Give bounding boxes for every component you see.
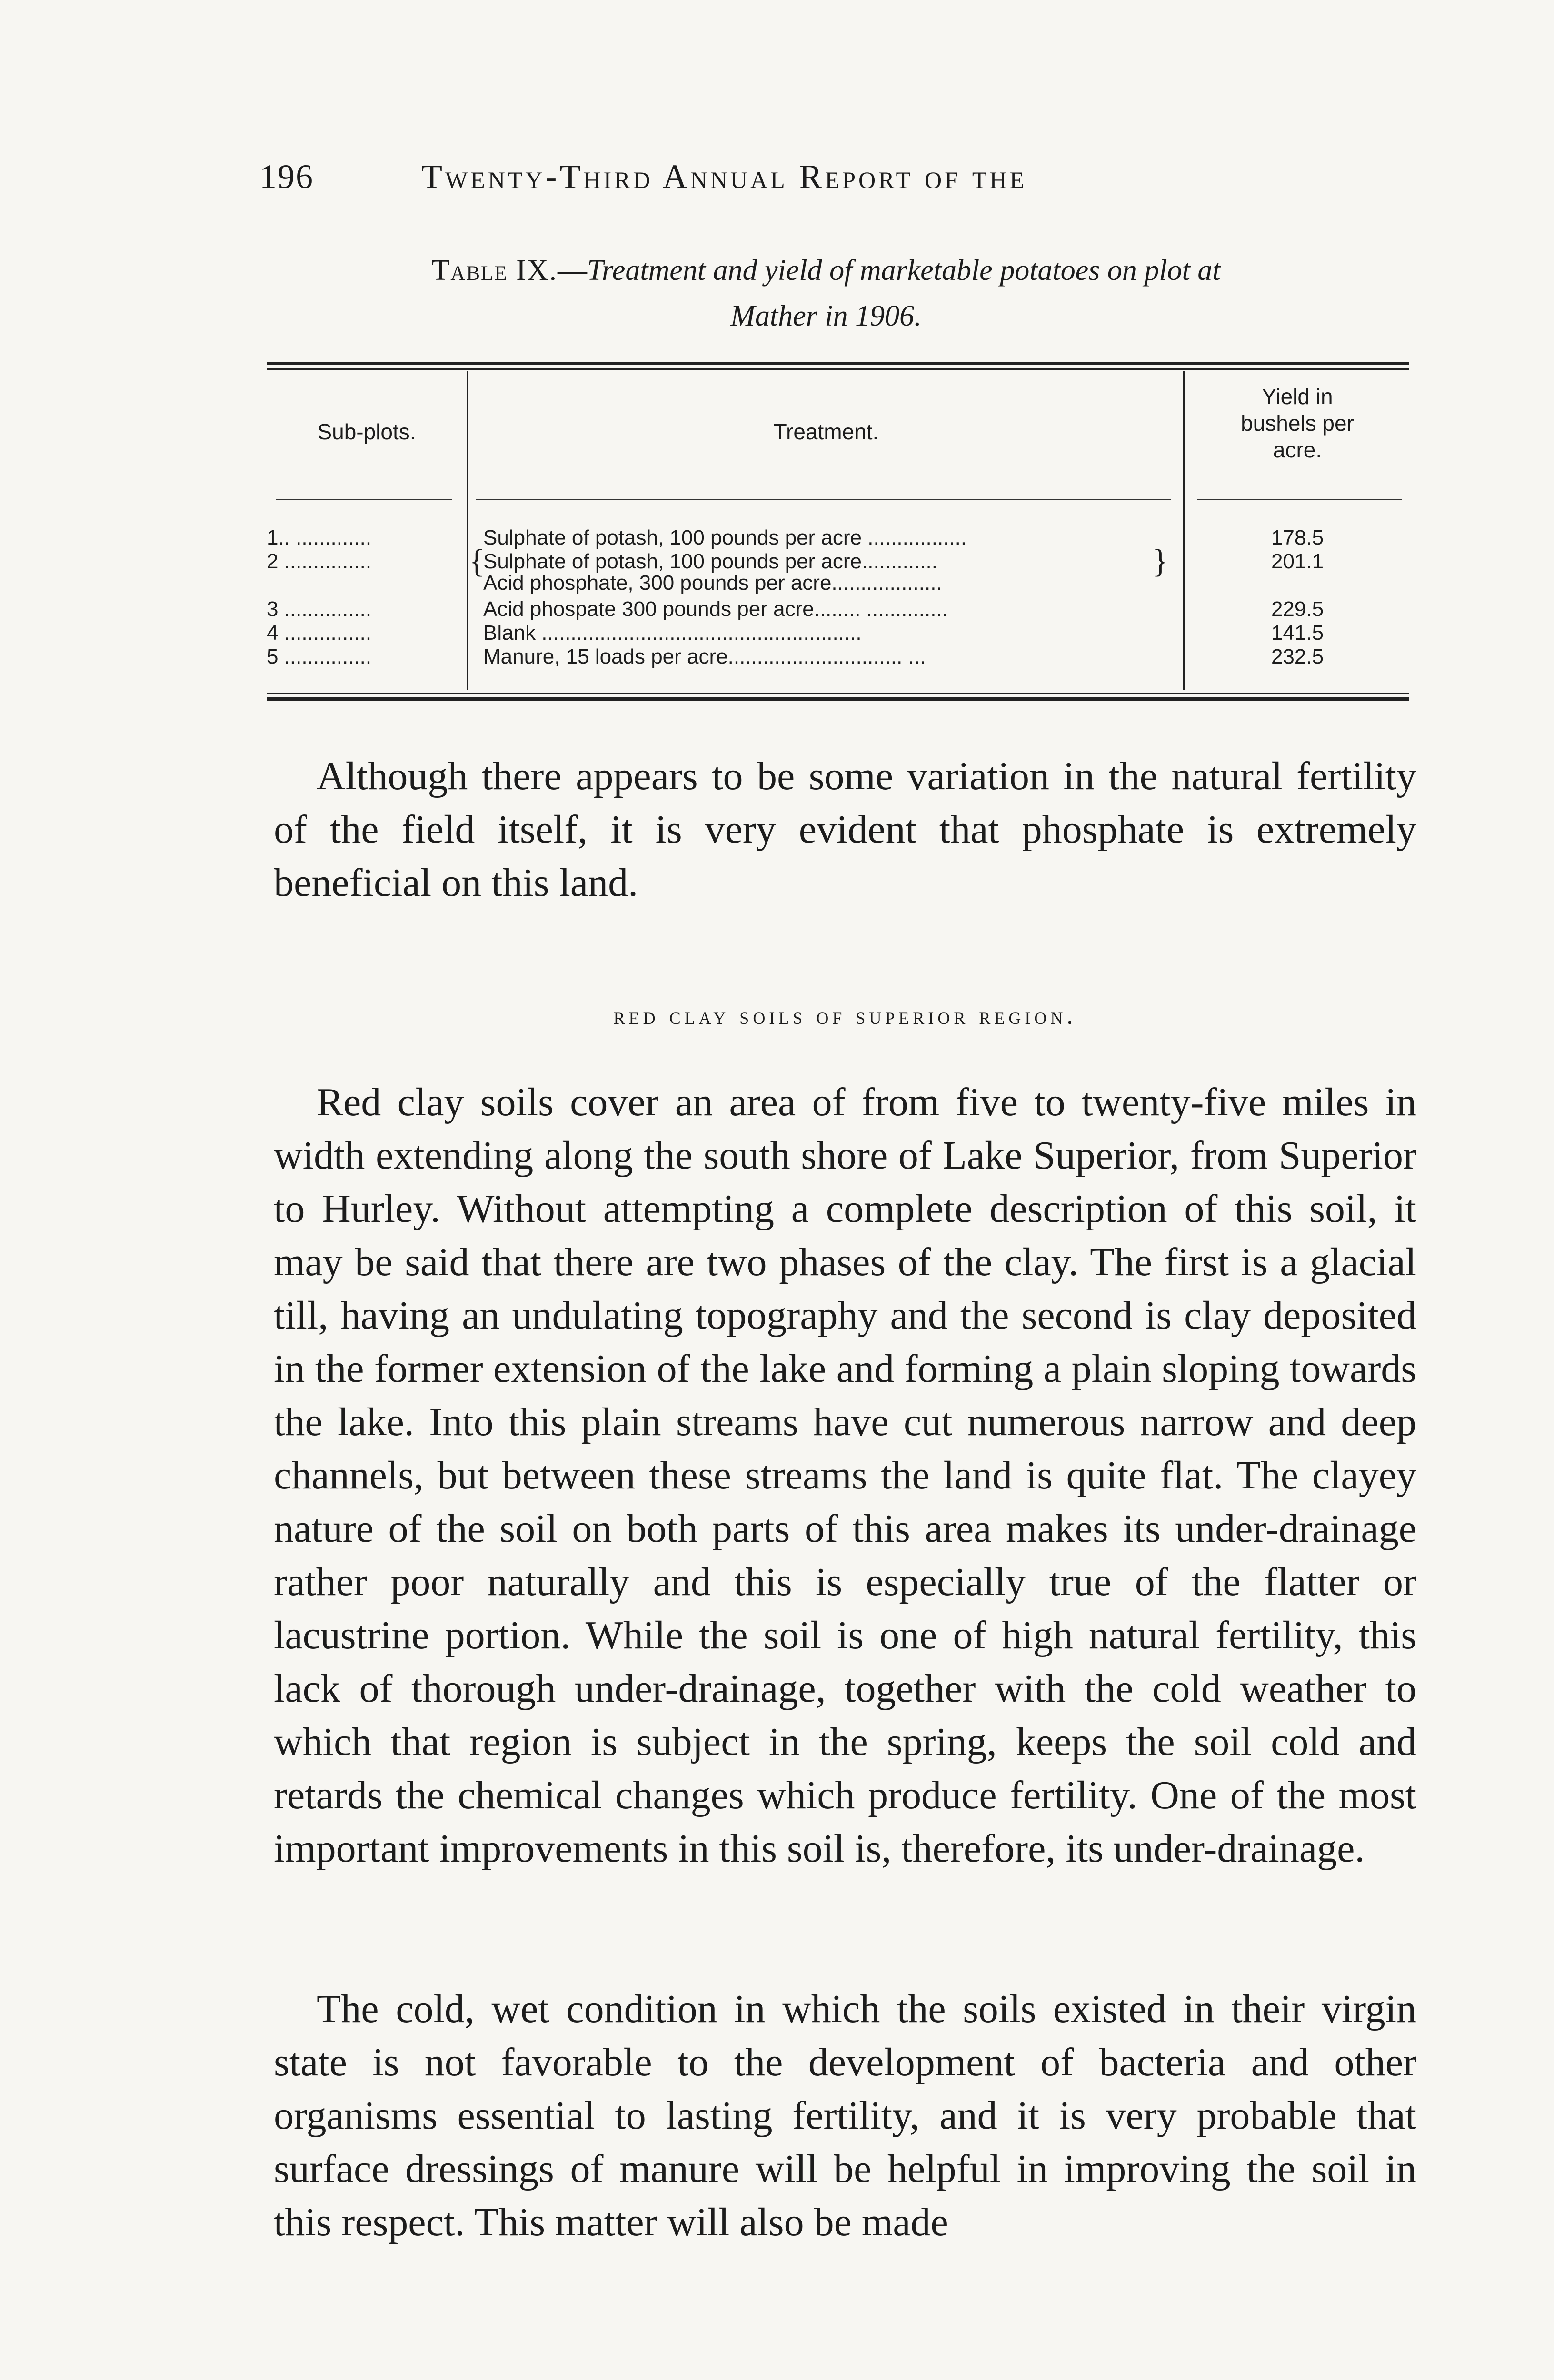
row-yield: 141.5	[1271, 621, 1324, 645]
row-yield: 201.1	[1271, 550, 1324, 573]
row-subplot: 5 ...............	[267, 645, 372, 668]
row-treatment: Sulphate of potash, 100 pounds per acre.............	[483, 550, 937, 573]
table-row	[267, 571, 1409, 595]
caption-title-line-2: Mather in 1906.	[730, 300, 922, 332]
row-treatment: Blank .......................................................	[483, 621, 862, 645]
paragraph-text: Although there appears to be some variation in the natural fertility of the field itself, it is very evident that phosphate is extremely beneficial on this land.	[274, 754, 1416, 905]
paragraph-text: The cold, wet condition in which the soils existed in their virgin state is not favorable to the development of bacteria and other organisms essential to lasting fertility, and it is very probable that surface dressings of manure will be helpful in improving the soil in this respect. This matter will also be made	[274, 1987, 1416, 2244]
paragraph-red-clay	[274, 1076, 1416, 1875]
caption-title-line-1: Treatment and yield of marketable potatoes on plot at	[587, 254, 1221, 287]
yield-table	[267, 362, 1409, 719]
row-treatment: Manure, 15 loads per acre.............................. ...	[483, 645, 926, 668]
section-heading: red clay soils of superior region.	[613, 1002, 1077, 1030]
row-subplot: 3 ...............	[267, 597, 372, 621]
header-yield-line-3: acre.	[1273, 437, 1322, 462]
row-treatment: Sulphate of potash, 100 pounds per acre .................	[483, 526, 967, 549]
table-row	[267, 645, 1409, 669]
table-row	[267, 597, 1409, 621]
row-subplot: 2 ...............	[267, 550, 372, 573]
header-yield-line-2: bushels per	[1241, 411, 1354, 436]
table-row	[267, 526, 1409, 550]
row-treatment: Acid phospate 300 pounds per acre........ ..............	[483, 597, 948, 621]
table-top-rule-thin	[267, 368, 1409, 370]
row-subplot: 4 ...............	[267, 621, 372, 645]
row-subplot: 1.. .............	[267, 526, 372, 549]
right-brace: }	[1152, 543, 1168, 580]
table-caption	[252, 248, 1400, 339]
table-row	[267, 550, 1409, 574]
header-yield	[1185, 383, 1409, 463]
paragraph-text: Red clay soils cover an area of from five to twenty-five miles in width extending along the south shore of Lake Superior, from Superior to Hurley. Without attempting a complete description of this soil, it may be said that there are two phases of the clay. The first is a glacial till, having an undulating topography and the second is clay deposited in the former extension of the lake and forming a plain sloping towards the lake. Into this plain streams have cut numerous narrow and deep channels, but between these streams the land is quite flat. The clayey nature of the soil on both parts of this area makes its under-drainage rather poor naturally and this is especially true of the flatter or lacustrine portion. While the soil is one of high natural fertility, this lack of thorough under-drainage, together with the cold weather to which that region is subject in the spring, keeps the soil cold and retards the chemical changes which produce fertility. One of the most important improvements in this soil is, therefore, its under-drainage.	[274, 1080, 1416, 1871]
table-bottom-rule-thin	[267, 693, 1409, 694]
caption-label: Table IX.	[431, 254, 558, 287]
header-title: Twenty-Third Annual Report of the	[421, 158, 1027, 196]
row-yield: 178.5	[1271, 526, 1324, 549]
header-yield-line-1: Yield in	[1262, 384, 1333, 409]
running-header	[259, 157, 1440, 209]
left-brace: {	[469, 543, 485, 580]
table-top-rule	[267, 362, 1409, 365]
header-underline	[1197, 499, 1402, 500]
caption-line-1	[252, 248, 1400, 293]
table-row	[267, 621, 1409, 645]
paragraph-phosphate	[274, 750, 1416, 910]
row-yield: 232.5	[1271, 645, 1324, 668]
header-treatment: Treatment.	[773, 419, 879, 444]
caption-dash: —	[558, 254, 587, 287]
row-yield: 229.5	[1271, 597, 1324, 621]
header-subplots: Sub-plots.	[317, 419, 416, 444]
page-number: 196	[259, 158, 314, 196]
row-treatment: Acid phosphate, 300 pounds per acre...................	[483, 571, 942, 595]
paragraph-cold-wet	[274, 1983, 1416, 2249]
table-bottom-rule	[267, 697, 1409, 701]
header-underline	[276, 499, 452, 500]
header-underline	[476, 499, 1171, 500]
